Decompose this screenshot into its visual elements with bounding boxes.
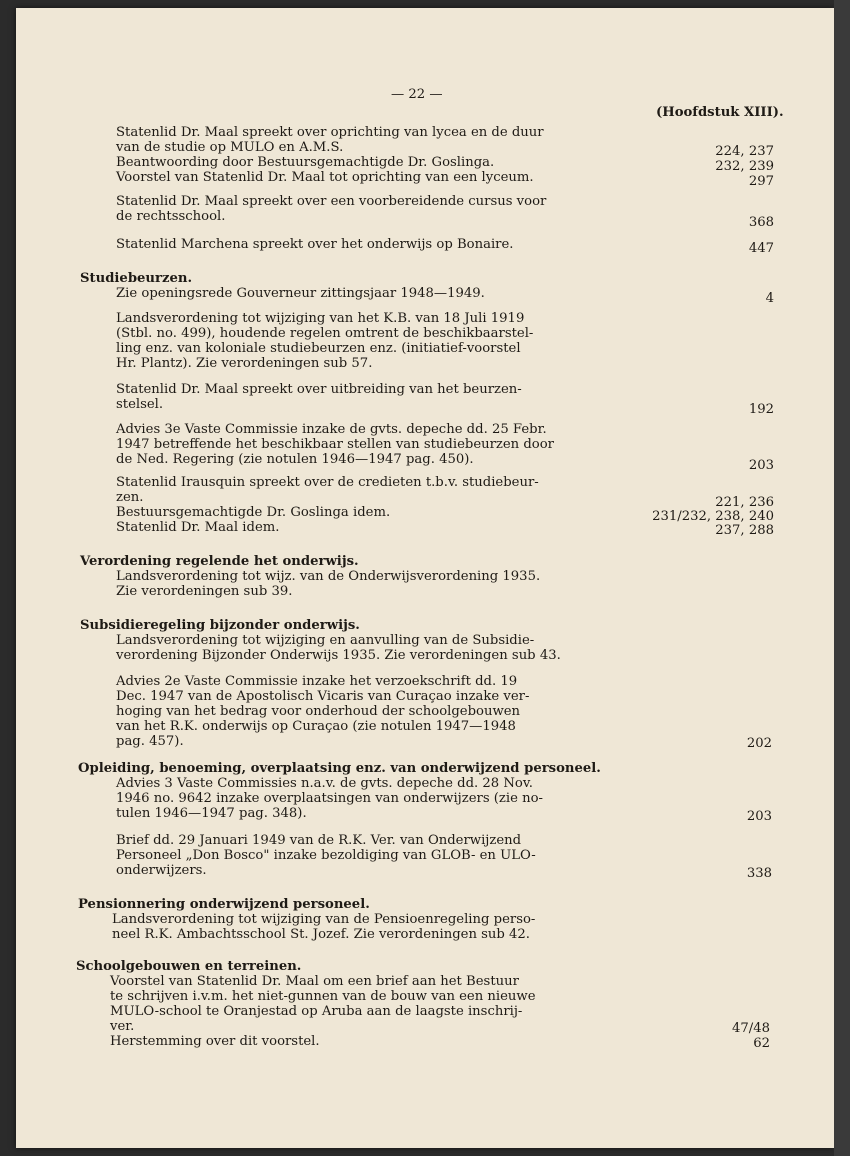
text-line: Bestuursgemachtigde Dr. Goslinga idem.	[116, 505, 391, 520]
page-reference: 231/232, 238, 240	[652, 509, 774, 524]
text-line: verordening Bijzonder Onderwijs 1935. Zie verordeningen sub 43.	[116, 648, 561, 663]
page-reference: 221, 236	[715, 495, 774, 510]
text-line: Landsverordening tot wijziging van de Pensioenregeling perso-	[112, 912, 536, 927]
page-reference: 237, 288	[715, 523, 774, 538]
page-reference: 232, 239	[715, 159, 774, 174]
text-line: Zie openingsrede Gouverneur zittingsjaar 1948—1949.	[116, 286, 485, 301]
text-line: Hr. Plantz). Zie verordeningen sub 57.	[116, 356, 373, 371]
text-line: MULO-school te Oranjestad op Aruba aan de laagste inschrij-	[110, 1004, 523, 1019]
chapter-label: (Hoofdstuk XIII).	[656, 105, 784, 120]
text-line: Statenlid Dr. Maal idem.	[116, 520, 280, 535]
text-line: Landsverordening tot wijz. van de Onderwijsverordening 1935.	[116, 569, 541, 584]
text-line: tulen 1946—1947 pag. 348).	[116, 806, 307, 821]
scan-edge	[834, 0, 850, 1156]
page-reference: 338	[746, 866, 772, 881]
page-reference: 447	[748, 241, 774, 256]
text-line: te schrijven i.v.m. het niet-gunnen van de bouw van een nieuwe	[110, 989, 536, 1004]
text-line: de rechtsschool.	[116, 209, 226, 224]
page-reference: 47/48	[731, 1021, 770, 1036]
text-line: Herstemming over dit voorstel.	[110, 1034, 320, 1049]
page-reference: 62	[753, 1036, 770, 1051]
text-line: pag. 457).	[116, 734, 184, 749]
text-line: (Stbl. no. 499), houdende regelen omtrent de beschikbaarstel-	[116, 326, 534, 341]
text-line: ver.	[110, 1019, 135, 1034]
text-line: Zie verordeningen sub 39.	[116, 584, 293, 599]
section-heading: Opleiding, benoeming, overplaatsing enz. van onderwijzend personeel.	[78, 761, 601, 776]
text-line: onderwijzers.	[116, 863, 207, 878]
page-reference: 368	[748, 215, 774, 230]
text-line: Voorstel van Statenlid Dr. Maal tot oprichting van een lyceum.	[116, 170, 534, 185]
text-line: 1946 no. 9642 inzake overplaatsingen van onderwijzers (zie no-	[116, 791, 543, 806]
text-line: hoging van het bedrag voor onderhoud der schoolgebouwen	[116, 704, 521, 719]
text-line: van het R.K. onderwijs op Curaçao (zie notulen 1947—1948	[116, 719, 516, 734]
text-line: Landsverordening tot wijziging van het K.B. van 18 Juli 1919	[116, 311, 525, 326]
text-line: Statenlid Dr. Maal spreekt over een voorbereidende cursus voor	[116, 194, 547, 209]
text-line: Statenlid Irausquin spreekt over de credieten t.b.v. studiebeur-	[116, 475, 539, 490]
text-line: ling enz. van koloniale studiebeurzen enz. (initiatief-voorstel	[116, 341, 521, 356]
section-heading: Pensionnering onderwijzend personeel.	[78, 897, 370, 912]
text-line: Statenlid Marchena spreekt over het onderwijs op Bonaire.	[116, 237, 514, 252]
page-reference: 224, 237	[715, 144, 774, 159]
text-line: Advies 3e Vaste Commissie inzake de gvts. depeche dd. 25 Febr.	[116, 422, 547, 437]
text-line: Landsverordening tot wijziging en aanvulling van de Subsidie-	[116, 633, 535, 648]
text-line: Brief dd. 29 Januari 1949 van de R.K. Ver. van Onderwijzend	[116, 833, 522, 848]
document-page	[16, 8, 834, 1148]
section-heading: Verordening regelende het onderwijs.	[80, 554, 359, 569]
section-heading: Studiebeurzen.	[80, 271, 193, 286]
page-reference: 192	[748, 402, 774, 417]
text-line: van de studie op MULO en A.M.S.	[116, 140, 344, 155]
text-line: de Ned. Regering (zie notulen 1946—1947 pag. 450).	[116, 452, 474, 467]
page-reference: 203	[746, 809, 772, 824]
text-line: stelsel.	[116, 397, 164, 412]
text-line: Statenlid Dr. Maal spreekt over oprichting van lycea en de duur	[116, 125, 544, 140]
section-heading: Subsidieregeling bijzonder onderwijs.	[80, 618, 360, 633]
text-line: neel R.K. Ambachtsschool St. Jozef. Zie verordeningen sub 42.	[112, 927, 531, 942]
text-line: Beantwoording door Bestuursgemachtigde Dr. Goslinga.	[116, 155, 495, 170]
text-line: zen.	[116, 490, 144, 505]
text-line: Dec. 1947 van de Apostolisch Vicaris van Curaçao inzake ver-	[116, 689, 530, 704]
page-reference: 202	[746, 736, 772, 751]
text-line: Personeel „Don Bosco" inzake bezoldiging van GLOB- en ULO-	[116, 848, 536, 863]
text-line: Advies 3 Vaste Commissies n.a.v. de gvts. depeche dd. 28 Nov.	[116, 776, 533, 791]
section-heading: Schoolgebouwen en terreinen.	[76, 959, 302, 974]
page-number: — 22 —	[391, 87, 443, 102]
text-line: 1947 betreffende het beschikbaar stellen van studiebeurzen door	[116, 437, 554, 452]
page-reference: 203	[748, 458, 774, 473]
page-reference: 4	[765, 291, 774, 306]
text-line: Voorstel van Statenlid Dr. Maal om een brief aan het Bestuur	[110, 974, 519, 989]
text-line: Statenlid Dr. Maal spreekt over uitbreiding van het beurzen-	[116, 382, 522, 397]
page-reference: 297	[748, 174, 774, 189]
text-line: Advies 2e Vaste Commissie inzake het verzoekschrift dd. 19	[116, 674, 518, 689]
